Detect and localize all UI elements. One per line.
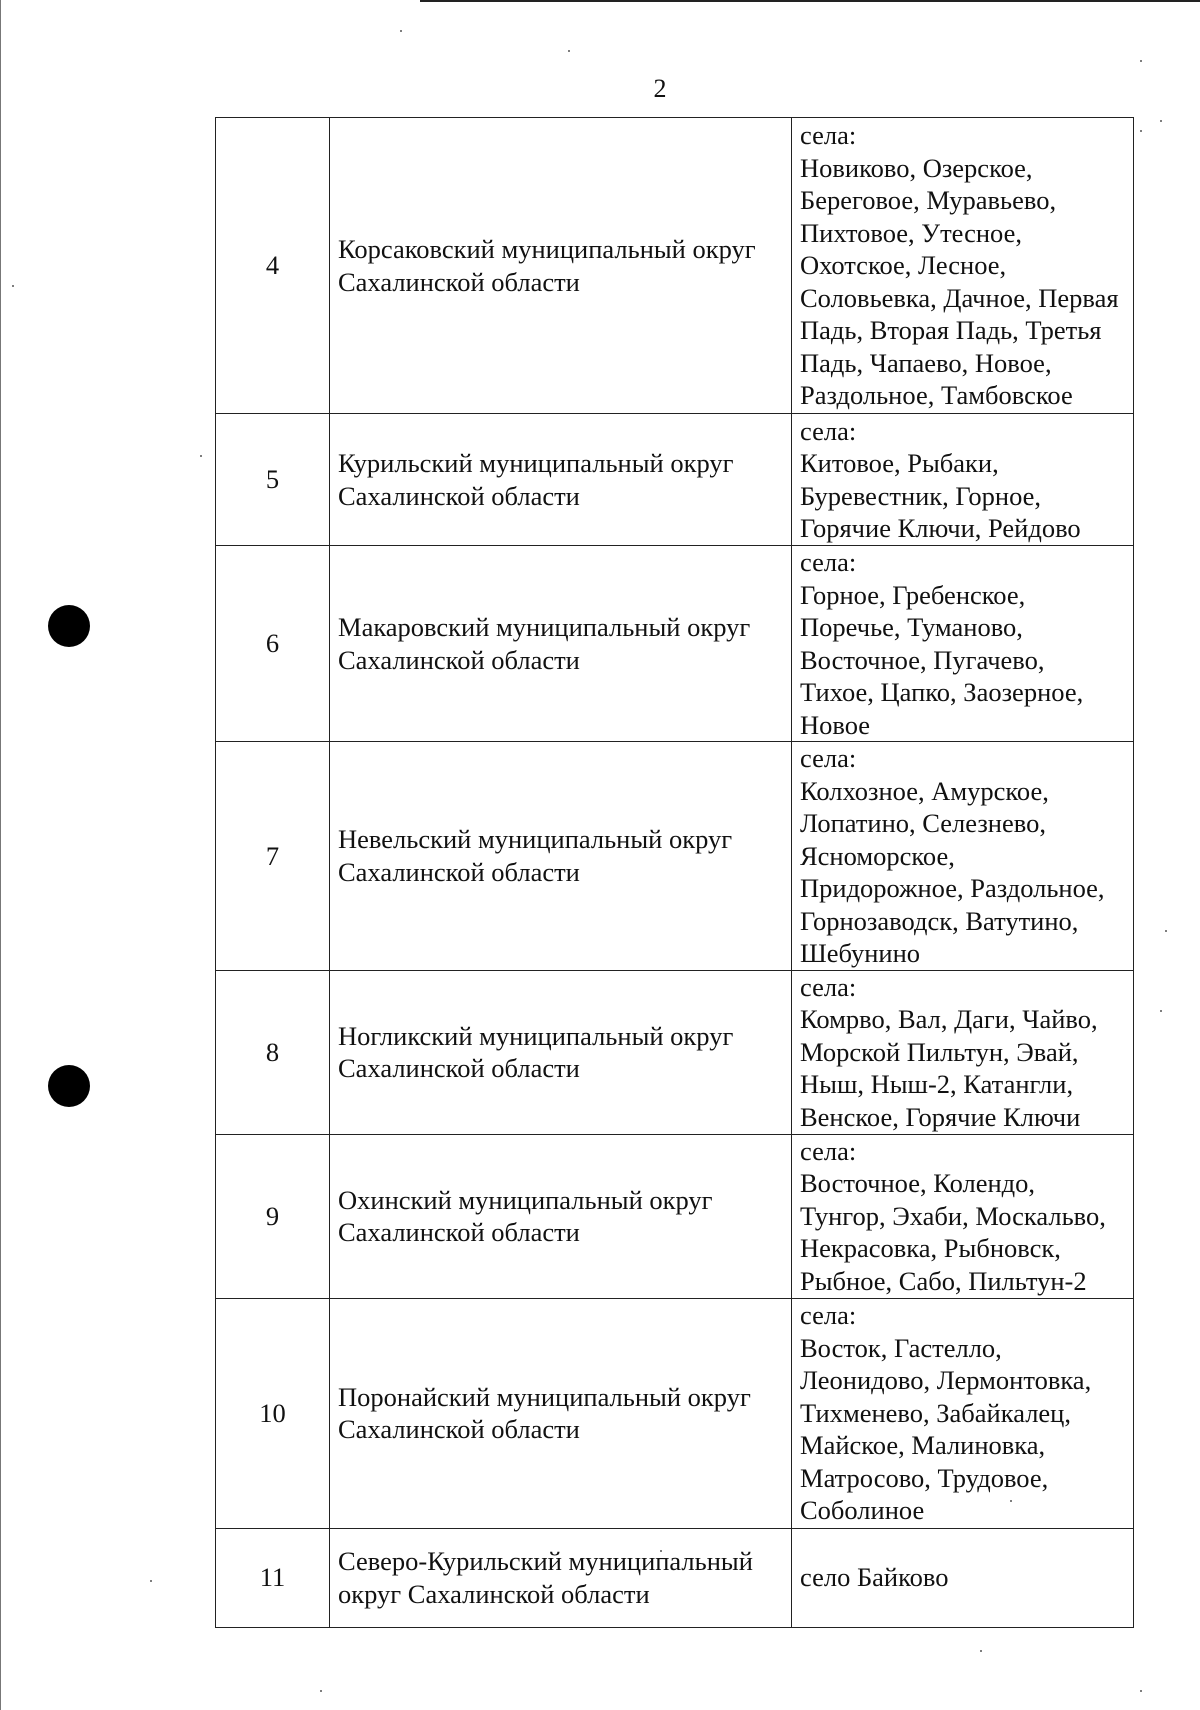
villages-cell [792, 970, 1134, 1134]
row-number: 5 [216, 414, 330, 546]
district-name: Поронайский муниципальный округ Сахалинской области [330, 1298, 792, 1528]
villages-list: Восточное, Колендо, Тунгор, Эхаби, Москальво, Некрасовка, Рыбновск, Рыбное, Сабо, Пильтун-2 [800, 1168, 1106, 1296]
row-number: 7 [216, 742, 330, 971]
table-row [216, 1134, 1134, 1298]
villages-cell [792, 414, 1134, 546]
district-name: Корсаковский муниципальный округ Сахалинской области [330, 118, 792, 414]
villages-heading: села: [800, 415, 857, 446]
villages-cell [792, 1298, 1134, 1528]
villages-list: Горное, Гребенское, Поречье, Туманово, Восточное, Пугачево, Тихое, Цапко, Заозерное, Новое [800, 579, 1084, 740]
district-name: Северо-Курильский муниципальный округ Сахалинской области [330, 1528, 792, 1627]
row-number: 8 [216, 970, 330, 1134]
page-number: 2 [653, 74, 667, 103]
villages-list: село Байково [800, 1562, 949, 1593]
villages-heading: села: [800, 1300, 857, 1331]
row-number: 6 [216, 546, 330, 742]
districts-table [215, 117, 1134, 1628]
table-row [216, 1298, 1134, 1528]
villages-heading: села: [800, 743, 857, 773]
villages-cell [792, 1528, 1134, 1627]
district-name: Макаровский муниципальный округ Сахалинской области [330, 546, 792, 742]
district-name: Невельский муниципальный округ Сахалинской области [330, 742, 792, 971]
row-number: 10 [216, 1298, 330, 1528]
villages-cell [792, 118, 1134, 414]
villages-list: Комрво, Вал, Даги, Чайво, Морской Пильтун, Эвай, Ныш, Ныш-2, Катангли, Венское, Горячие Ключи [800, 1004, 1098, 1132]
district-name: Ногликский муниципальный округ Сахалинской области [330, 970, 792, 1134]
table-row [216, 742, 1134, 971]
row-number: 11 [216, 1528, 330, 1627]
villages-heading: села: [800, 120, 857, 151]
table-row [216, 1528, 1134, 1627]
district-name: Курильский муниципальный округ Сахалинской области [330, 414, 792, 546]
table-row [216, 118, 1134, 414]
villages-cell [792, 1134, 1134, 1298]
scan-top-edge [420, 0, 1200, 2]
table-row [216, 970, 1134, 1134]
scan-left-edge [0, 0, 1, 1710]
villages-heading: села: [800, 547, 857, 577]
villages-list: Китовое, Рыбаки, Буревестник, Горное, Горячие Ключи, Рейдово [800, 448, 1081, 543]
punch-hole [48, 605, 90, 647]
punch-hole [48, 1065, 90, 1107]
villages-list: Восток, Гастелло, Леонидово, Лермонтовка, Тихменево, Забайкалец, Майское, Малиновка, Матросово, Трудовое, Соболиное [800, 1332, 1092, 1526]
villages-cell [792, 546, 1134, 742]
table-row [216, 414, 1134, 546]
villages-list: Новиково, Озерское, Береговое, Муравьево, Пихтовое, Утесное, Охотское, Лесное, Соловьевка, Дачное, Первая Падь, Вторая Падь, Третья Падь, Чапаево, Новое, Раздольное, Тамбовское [800, 152, 1119, 411]
district-name: Охинский муниципальный округ Сахалинской области [330, 1134, 792, 1298]
villages-heading: села: [800, 971, 857, 1002]
villages-list: Колхозное, Амурское, Лопатино, Селезнево, Ясноморское, Придорожное, Раздольное, Горнозаводск, Ватутино, Шебунино [800, 775, 1105, 968]
table-row [216, 546, 1134, 742]
villages-cell [792, 742, 1134, 971]
row-number: 4 [216, 118, 330, 414]
villages-heading: села: [800, 1135, 857, 1166]
row-number: 9 [216, 1134, 330, 1298]
